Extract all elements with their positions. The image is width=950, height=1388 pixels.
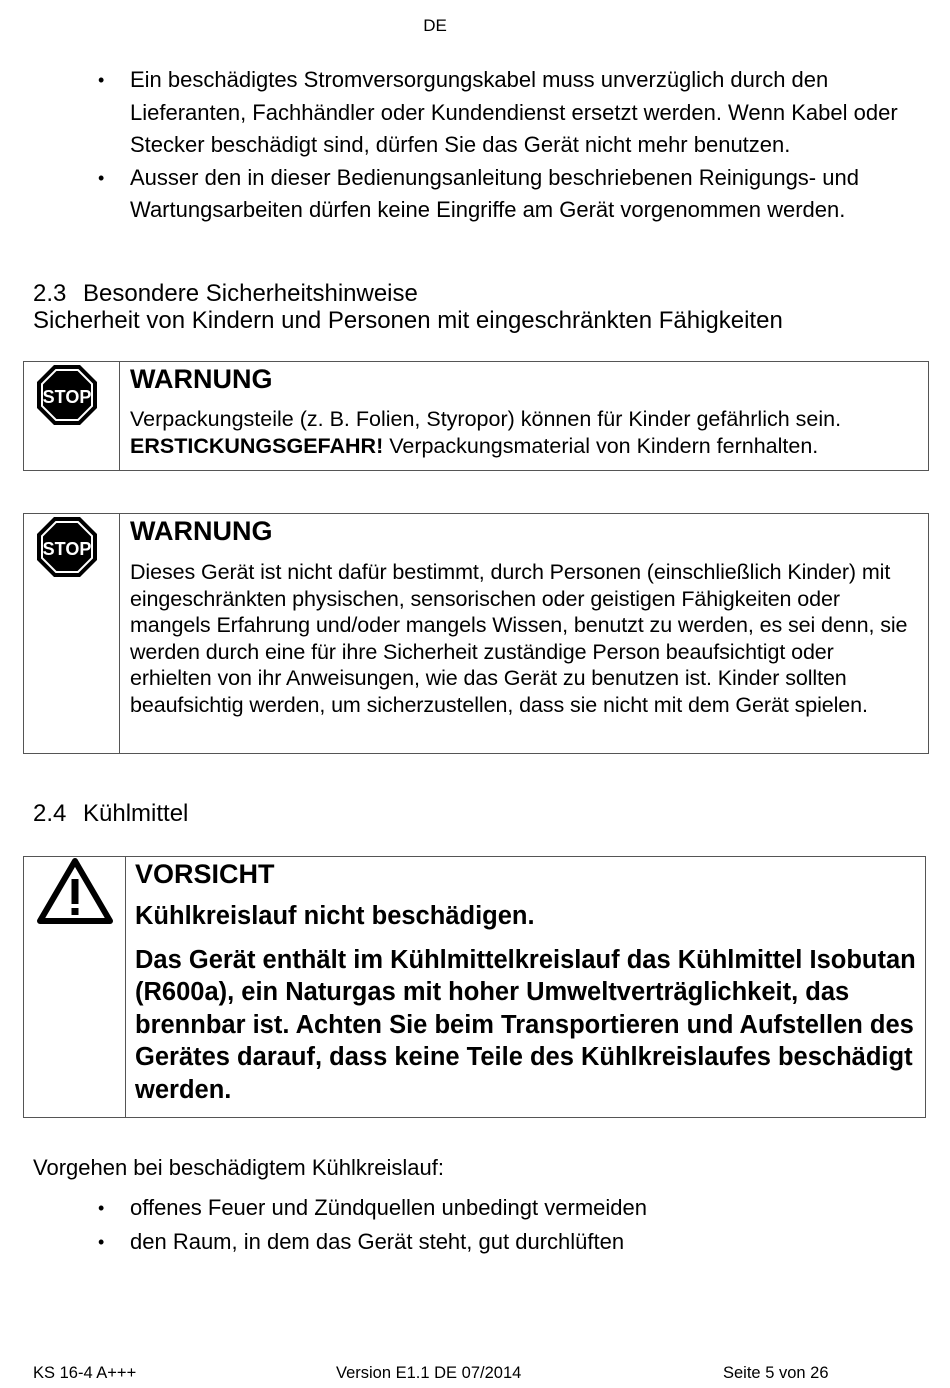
stop-sign-icon — [36, 516, 98, 578]
procedure-intro: Vorgehen bei beschädigtem Kühlkreislauf: — [33, 1155, 444, 1180]
warning-box-packaging — [23, 361, 929, 471]
list-item: • offenes Feuer und Zündquellen unbedingt vermeiden — [96, 1191, 926, 1225]
caution-subtitle: Kühlkreislauf nicht beschädigen. — [135, 902, 535, 930]
warning-box-children — [23, 513, 929, 754]
footer-model: KS 16-4 A+++ — [33, 1364, 137, 1382]
bullet-icon: • — [98, 1232, 105, 1252]
procedure-bullet-list — [96, 1191, 926, 1259]
caution-box-coolant — [23, 856, 926, 1118]
caution-text: Das Gerät enthält im Kühlmittelkreislauf das Kühlmittel Isobutan (R600a), ein Naturgas mit hoher Umweltverträglichkeit, das brennbar ist. Achten Sie beim Transportieren und Aufstellen des Gerätes darauf, dass keine Teile des Kühlkreislaufes beschädigt werden. — [135, 945, 916, 1104]
warning-title: WARNUNG — [130, 516, 273, 546]
section-title: Kühlmittel — [83, 800, 189, 827]
warning-icon-cell — [24, 362, 120, 470]
stop-sign-icon — [36, 364, 98, 426]
section-heading-2-3 — [33, 279, 418, 308]
language-label: DE — [423, 16, 447, 35]
section-title: Besondere Sicherheitshinweise — [83, 280, 418, 307]
bullet-icon: • — [98, 167, 105, 188]
footer-page-number: Seite 5 von 26 — [723, 1364, 829, 1382]
list-item: • Ein beschädigtes Stromversorgungskabel muss unverzüglich durch den Lieferanten, Fachhändler oder Kundendienst ersetzt werden. Wenn Kabel oder Stecker beschädigt sind, dürfen Sie das Gerät nicht mehr benutzen. — [96, 64, 926, 162]
warning-title: WARNUNG — [130, 364, 273, 394]
warning-triangle-icon — [36, 857, 114, 925]
warning-icon-cell — [24, 514, 120, 753]
warning-text: Dieses Gerät ist nicht dafür bestimmt, durch Personen (einschließlich Kinder) mit eingeschränkten physischen, sensorischen oder geistigen Fähigkeiten oder mangels Erfahrung und/oder mangels Wissen, benutzt zu werden, es sei denn, sie werden durch eine für ihre Sicherheit zuständige Person beaufsichtigt oder erhielten von ihr Anweisungen, wie das Gerät zu benutzen ist. Kinder sollten beaufsichtig werden, um sicherzustellen, dass sie nicht mit dem Gerät spielen. — [130, 560, 908, 717]
caution-icon-cell — [24, 857, 126, 1117]
caution-title: VORSICHT — [135, 859, 275, 889]
intro-bullet-list — [96, 64, 926, 227]
warning-emphasis: ERSTICKUNGSGEFAHR! — [130, 433, 384, 458]
warning-text: Verpackungsteile (z. B. Folien, Styropor) können für Kinder gefährlich sein. ERSTICKUNGSGEFAHR! Verpackungsmaterial von Kindern fernhalten. — [130, 407, 842, 458]
svg-text:STOP: STOP — [42, 387, 92, 407]
bullet-icon: • — [98, 1198, 105, 1218]
svg-text:STOP: STOP — [42, 539, 92, 559]
section-heading-2-4 — [33, 799, 188, 828]
section-number: 2.4 — [33, 800, 67, 827]
list-item: • den Raum, in dem das Gerät steht, gut durchlüften — [96, 1225, 926, 1259]
list-item: • Ausser den in dieser Bedienungsanleitung beschriebenen Reinigungs- und Wartungsarbeiten dürfen keine Eingriffe am Gerät vorgenommen werden. — [96, 162, 926, 227]
bullet-icon: • — [98, 70, 105, 90]
section-number: 2.3 — [33, 280, 67, 307]
section-subtitle: Sicherheit von Kindern und Personen mit eingeschränkten Fähigkeiten — [33, 307, 783, 334]
footer-version: Version E1.1 DE 07/2014 — [336, 1364, 522, 1382]
